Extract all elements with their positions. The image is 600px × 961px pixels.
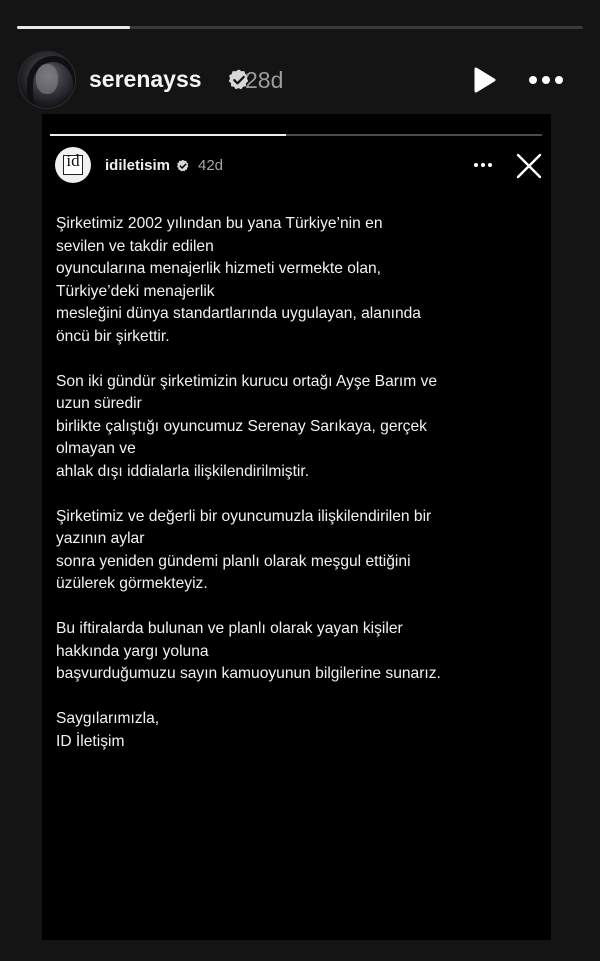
- statement-text: [56, 213, 496, 776]
- statement-line: Bu iftiralarda bulunan ve planlı olarak yayan kişiler: [56, 620, 403, 637]
- statement-paragraph: [56, 708, 496, 753]
- statement-line: üzülerek görmekteyiz.: [56, 575, 208, 592]
- story-username[interactable]: serenayss: [89, 66, 202, 92]
- post-time: 42d: [198, 157, 224, 174]
- statement-line: Şirketimiz 2002 yılından bu yana Türkiye’nin en: [56, 215, 383, 232]
- story-progress-bar: [17, 26, 583, 29]
- statement-line: Son iki gündür şirketimizin kurucu ortağı Ayşe Barım ve: [56, 372, 438, 390]
- statement-line: mesleğini dünya standartlarında uygulayan, alanında: [56, 305, 421, 322]
- statement-line: ahlak dışı iddialarla ilişkilendirilmiştir.: [56, 462, 310, 480]
- statement-line: başvurduğumuzu sayın kamuoyunun bilgilerine sunarız.: [56, 665, 441, 682]
- verified-badge-icon: [176, 159, 190, 173]
- statement-line: yazının aylar: [56, 530, 145, 547]
- more-horizontal-icon[interactable]: [474, 163, 492, 167]
- play-icon[interactable]: [473, 66, 497, 94]
- statement-line: öncü bir şirkettir.: [56, 327, 170, 345]
- statement-line: ID İletişim: [56, 732, 125, 750]
- statement-line: Türkiye’deki menajerlik: [56, 282, 215, 300]
- statement-line: hakkında yargı yoluna: [56, 642, 209, 660]
- post-progress-fill: [50, 134, 286, 136]
- story-time: 28d: [245, 67, 284, 93]
- post-progress-bar: [50, 134, 542, 136]
- statement-line: olmayan ve: [56, 440, 136, 457]
- statement-line: oyuncularına menajerlik hizmeti vermekte olan,: [56, 260, 382, 277]
- avatar[interactable]: [18, 51, 76, 109]
- more-horizontal-icon[interactable]: [529, 76, 563, 84]
- statement-line: Saygılarımızla,: [56, 710, 160, 727]
- statement-line: sevilen ve takdir edilen: [56, 237, 214, 255]
- close-icon[interactable]: [516, 153, 542, 179]
- statement-line: uzun süredir: [56, 395, 142, 412]
- statement-paragraph: [56, 506, 496, 596]
- avatar-face: [36, 64, 58, 94]
- statement-line: Şirketimiz ve değerli bir oyuncumuzla ilişkilendirilen bir: [56, 507, 432, 525]
- statement-paragraph: [56, 213, 496, 348]
- statement-line: sonra yeniden gündemi planlı olarak meşgul ettiğini: [56, 552, 411, 570]
- statement-line: birlikte çalıştığı oyuncumuz Serenay Sarıkaya, gerçek: [56, 417, 427, 435]
- story-progress-fill: [17, 26, 130, 29]
- statement-paragraph: [56, 371, 496, 484]
- story-header: [18, 50, 584, 110]
- idiletisim-logo[interactable]: [55, 147, 91, 183]
- statement-paragraph: [56, 618, 496, 686]
- logo-text: id: [66, 151, 80, 170]
- post-username[interactable]: idiletisim: [105, 157, 171, 174]
